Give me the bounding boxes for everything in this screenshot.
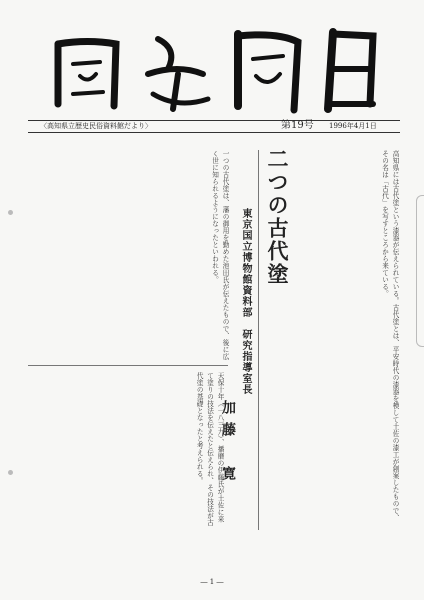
- punch-hole-icon: [8, 470, 13, 475]
- issue-date: 1996年4月1日: [329, 122, 377, 130]
- header-bar: [28, 120, 400, 133]
- issue-number: 第19号: [281, 120, 314, 131]
- article-title: 二つの古代塗: [265, 148, 290, 286]
- fold-mark: [416, 195, 424, 347]
- masthead-logo: [28, 14, 398, 118]
- body-text-col3: 天保十年（一八三九）、播磨の伊藤氏が土佐に来て塗りの技法を伝えたと伝えられ、その技法が古代塗の基礎となったと考えられる。: [195, 372, 224, 526]
- author-name: 加藤 寛: [220, 400, 236, 488]
- body-text-col2: 一つの古代塗は、藩の御用を勤めた池田氏が伝えたもので、後に広く世に知られるようになったといわれる。: [210, 150, 229, 360]
- column-divider: [28, 365, 228, 366]
- page-number: ― 1 ―: [200, 578, 224, 586]
- newsletter-label: 〈高知県立歴史民俗資料館だより〉: [40, 122, 152, 130]
- calligraphy-logo-icon: [28, 14, 398, 118]
- author-affiliation: 東京国立博物館資料部 研究指導室長: [240, 208, 251, 395]
- body-text-col1: 高知県には古代塗という漆器が伝えられている。古代塗とは、平安時代の漆器を模して土佐の漆工が創案したもので、その名は「古代」を写すところから来ている。: [380, 150, 399, 521]
- title-divider: [258, 150, 259, 530]
- punch-hole-icon: [8, 210, 13, 215]
